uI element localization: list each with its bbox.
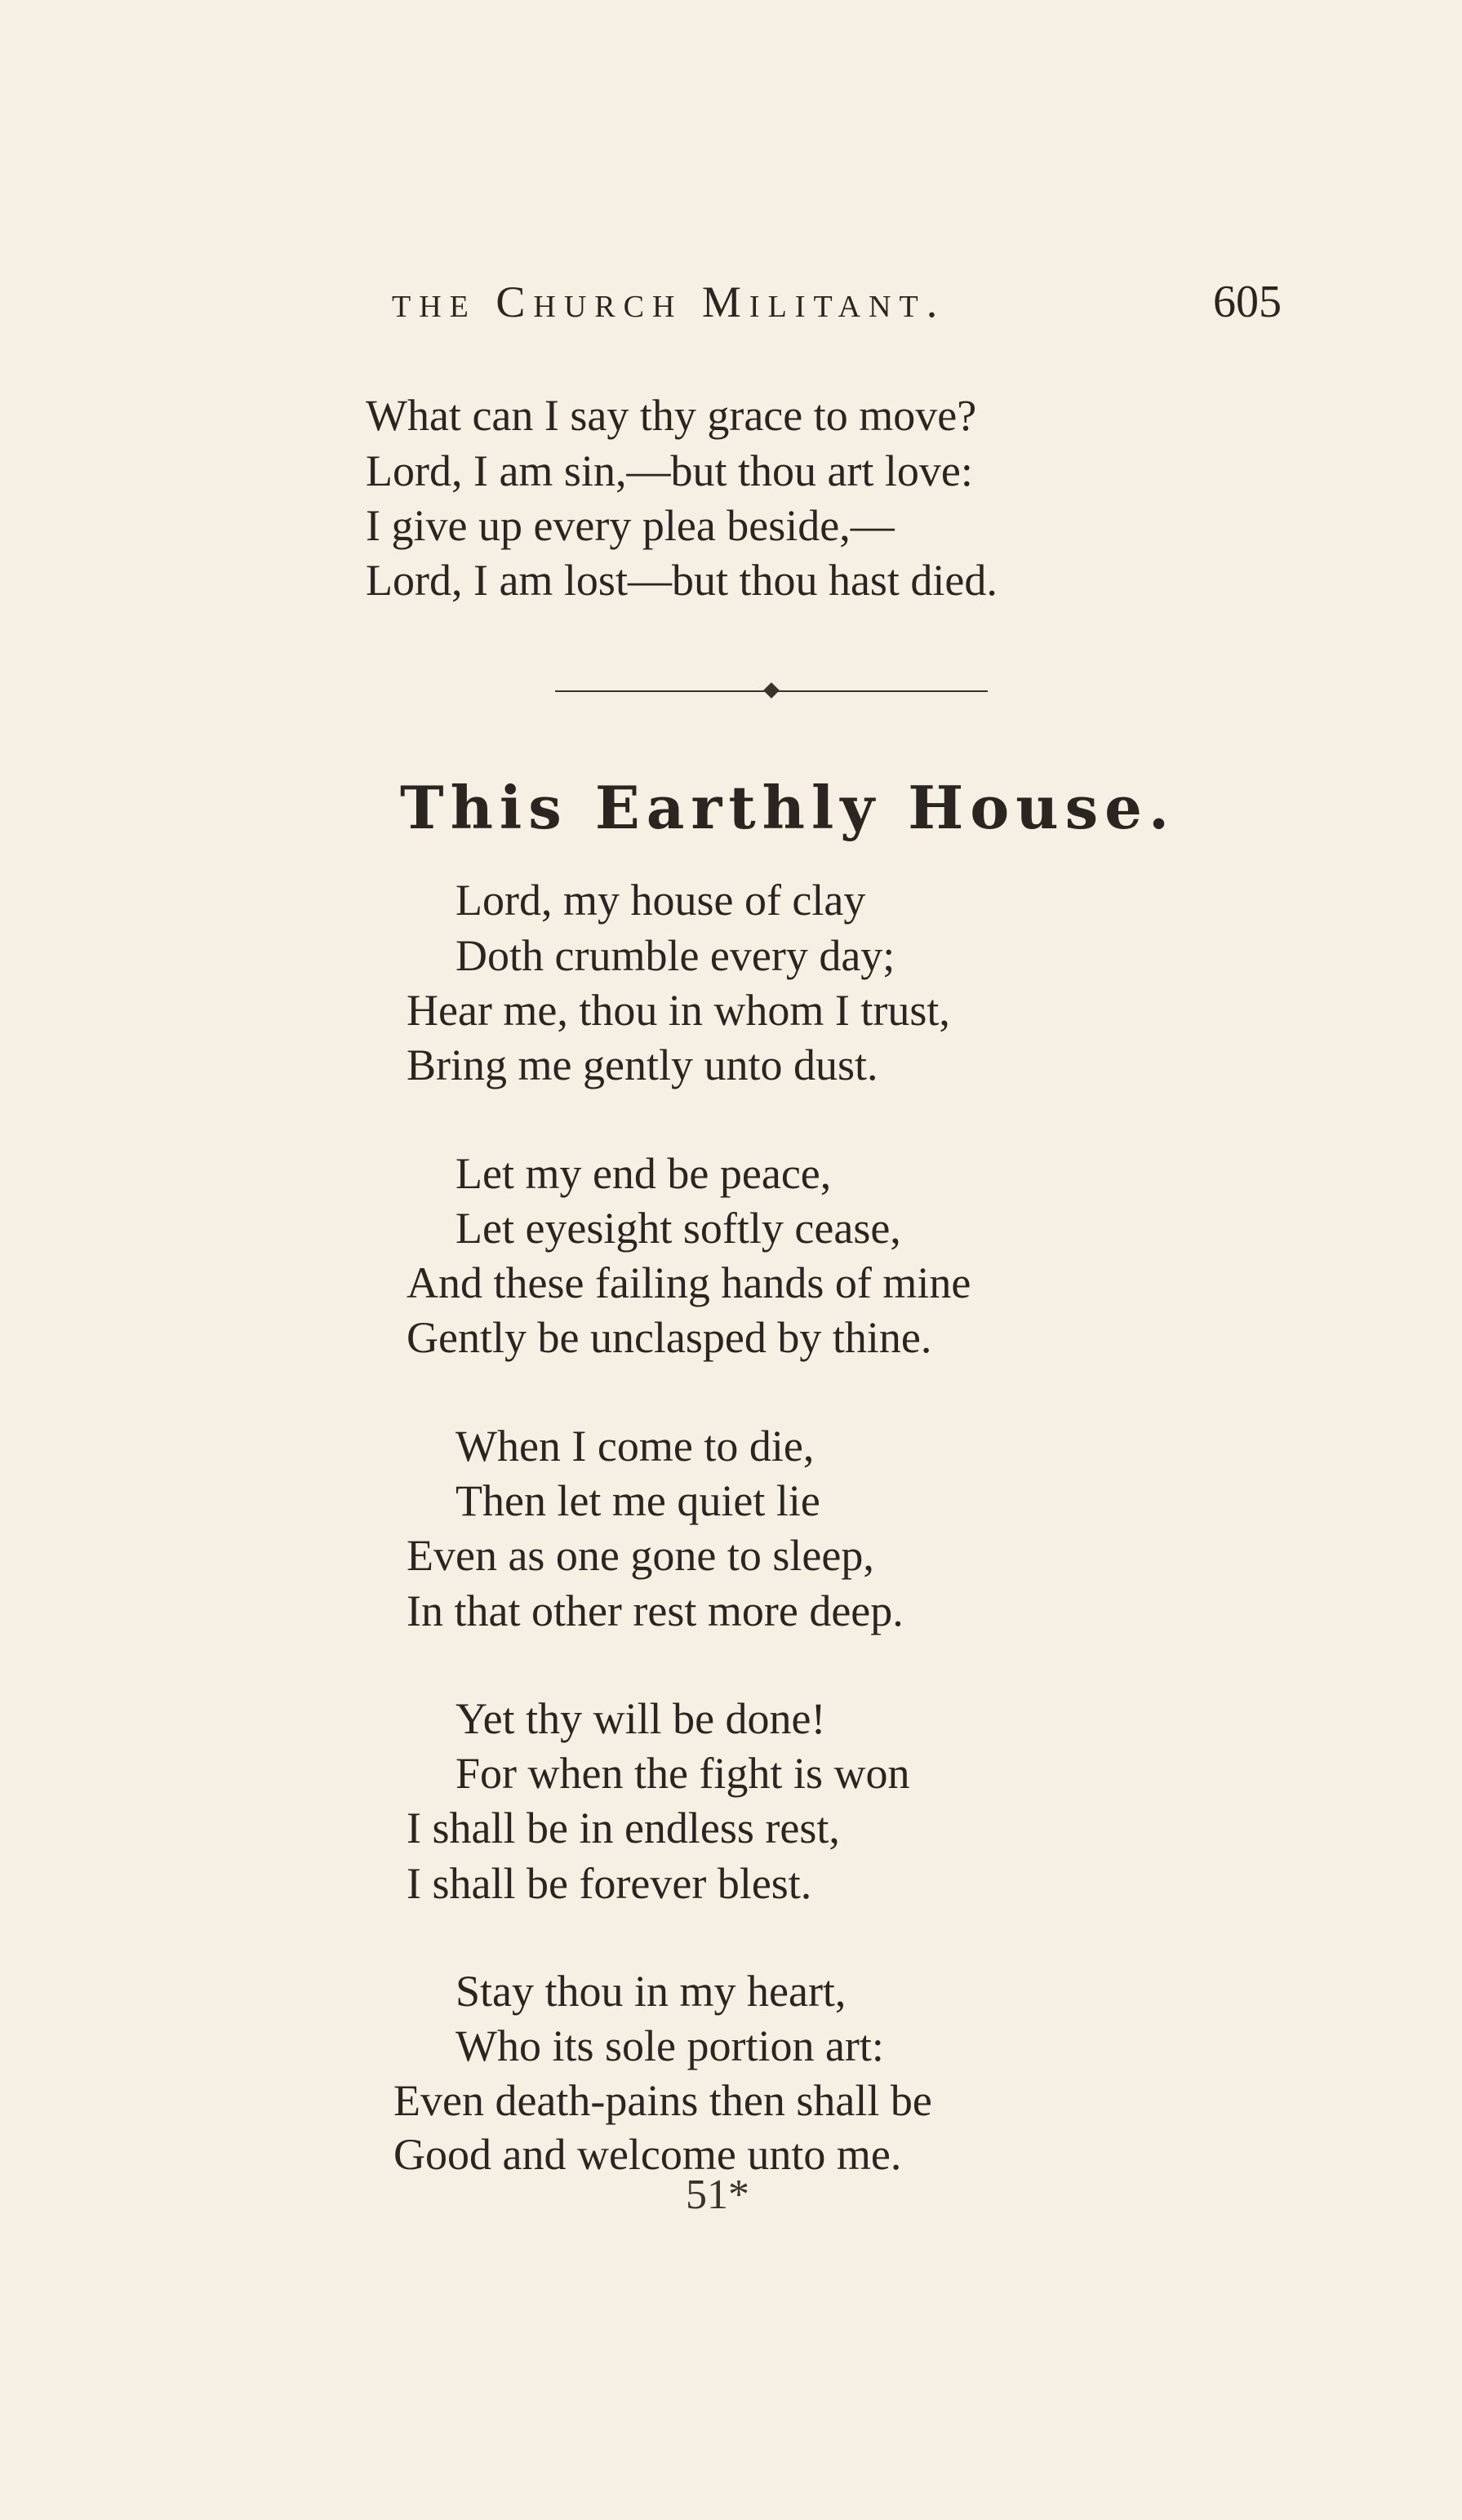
poem-line: Yet thy will be done! — [455, 1694, 826, 1743]
signature-mark: 51* — [686, 2172, 749, 2218]
poem-line: Lord, I am lost—but thou hast died. — [366, 556, 998, 605]
poem-line: Gently be unclasped by thine. — [407, 1313, 932, 1362]
poem-line: Then let me quiet lie — [455, 1476, 820, 1525]
poem-line: I shall be forever blest. — [407, 1859, 812, 1908]
poem-line: Lord, my house of clay — [455, 876, 866, 925]
running-title: the Church Militant. — [392, 277, 946, 326]
poem-line: I give up every plea beside,— — [366, 501, 895, 550]
poem-line: In that other rest more deep. — [407, 1586, 904, 1635]
poem-line: Stay thou in my heart, — [455, 1967, 847, 2016]
poem-line: When I come to die, — [455, 1422, 815, 1471]
running-head — [392, 269, 1282, 335]
poem-line: Bring me gently unto dust. — [407, 1040, 878, 1089]
poem-line: Let my end be peace, — [455, 1149, 832, 1198]
page-number: 605 — [1213, 277, 1282, 327]
poem-line: Even death-pains then shall be — [393, 2076, 932, 2125]
divider-ornament — [763, 682, 780, 699]
poem-title: This Earthly House. — [400, 773, 1176, 842]
poem-line: And these failing hands of mine — [407, 1258, 971, 1307]
poem-line: Good and welcome unto me. — [393, 2130, 902, 2179]
poem-line: Doth crumble every day; — [455, 931, 895, 980]
poem-line: What can I say thy grace to move? — [366, 391, 977, 440]
poem-line: Who its sole portion art: — [455, 2021, 884, 2070]
poem-line: Lord, I am sin,—but thou art love: — [366, 446, 973, 495]
poem-line: Hear me, thou in whom I trust, — [407, 986, 950, 1035]
poem-line: For when the fight is won — [455, 1749, 910, 1798]
poem-line: Even as one gone to sleep, — [407, 1531, 874, 1580]
poem-line: Let eyesight softly cease, — [455, 1204, 901, 1253]
poem-line: I shall be in endless rest, — [407, 1803, 840, 1852]
